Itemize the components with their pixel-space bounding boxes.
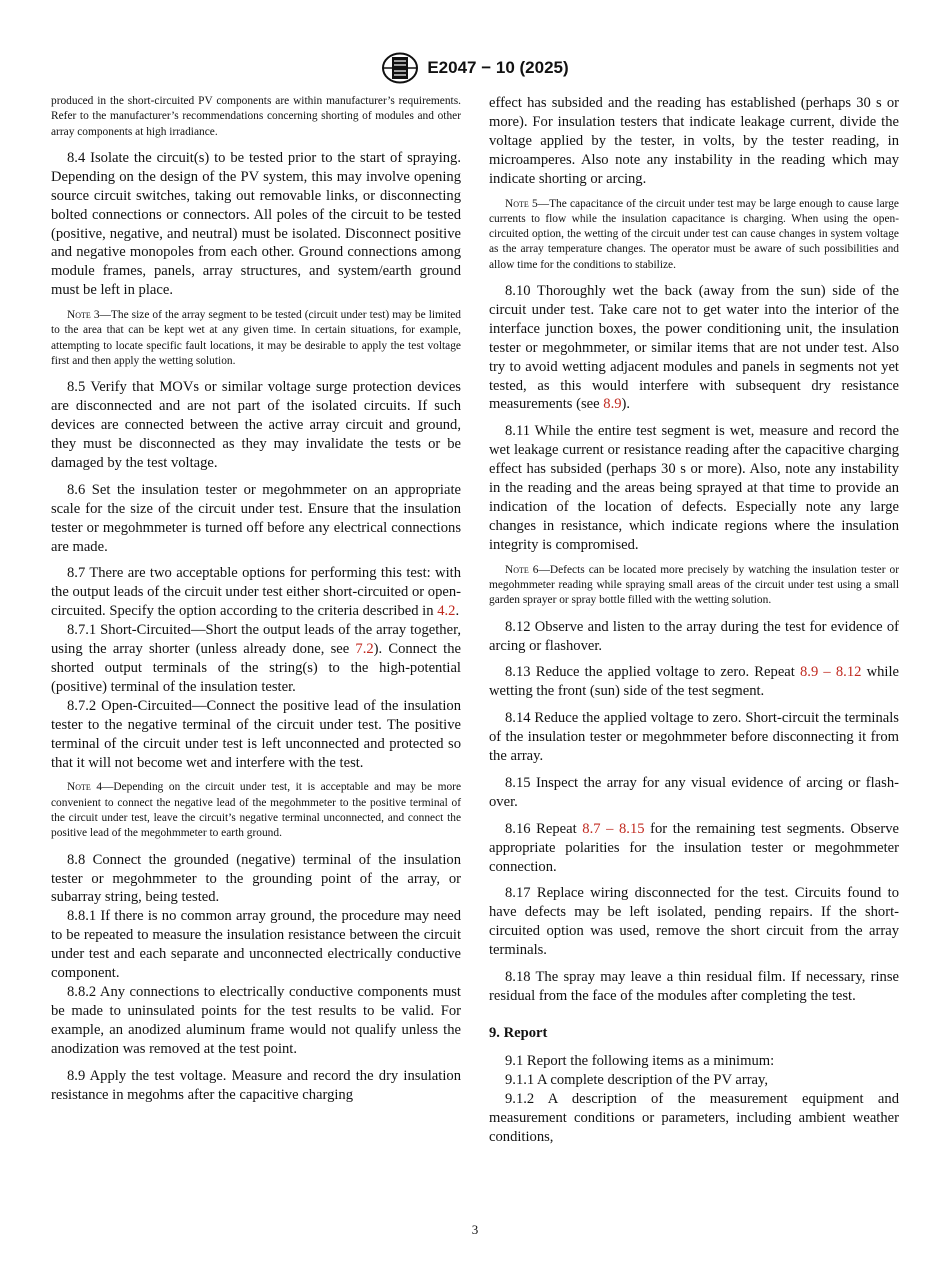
section-8-7-text: 8.7 There are two acceptable options for performing this test: with the output leads of the circuit under test either short-circuited or open-circuited. Specify the option according to the criteria described in: [51, 565, 461, 620]
section-8-8-2: 8.8.2 Any connections to electrically conductive components must be made to uninsulated points for the test results to be valid. For example, an anodized aluminum frame would not qualify unless the anodization was removed at the test point.: [51, 983, 461, 1057]
note-3-label: Note: [67, 309, 91, 322]
section-9-1: 9.1 Report the following items as a minimum:: [505, 1052, 775, 1069]
section-9-heading: 9. Report: [489, 1024, 548, 1041]
section-9-1-1: 9.1.1 A complete description of the PV array,: [505, 1071, 769, 1088]
link-8-9[interactable]: 8.9: [603, 396, 622, 413]
note-3: [51, 308, 461, 369]
section-8-7-1-end: ). Connect the shorted output terminals of the string(s) to the high-potential (positive) terminal of the insulation tester.: [51, 641, 461, 695]
right-column: [489, 94, 899, 1146]
astm-logo-icon: [381, 52, 419, 84]
section-8-12: 8.12 Observe and listen to the array during the test for evidence of arcing or flashover.: [489, 618, 899, 654]
link-8-9-to-8-12[interactable]: 8.9 – 8.12: [800, 664, 862, 681]
section-8-10-end: ).: [621, 396, 631, 413]
section-8-7: [51, 564, 461, 621]
section-8-16: [489, 820, 899, 877]
link-7-2[interactable]: 7.2: [355, 641, 374, 658]
section-8-8: 8.8 Connect the grounded (negative) terminal of the insulation tester or megohmmeter to the grounding point of the array, or subarray string, being tested.: [51, 851, 461, 906]
section-8-10: [489, 282, 899, 414]
section-8-9: 8.9 Apply the test voltage. Measure and record the dry insulation resistance in megohms after the capacitive charging: [51, 1067, 461, 1103]
section-8-13-end: while wetting the front (sun) side of the test segment.: [489, 664, 900, 700]
page-header: [0, 50, 950, 86]
section-8-15: 8.15 Inspect the array for any visual evidence of arcing or flash-over.: [489, 774, 899, 810]
section-8-7-end: .: [455, 603, 460, 620]
note-4-text: 4—Depending on the circuit under test, it is acceptable and may be more convenient to connect the negative lead of the megohmmeter to the positive terminal of the circuit under test, leave the circuit’s negative terminal unconnected, and connect the positive lead of the megohmmeter to earth ground.: [51, 781, 461, 840]
section-8-4: 8.4 Isolate the circuit(s) to be tested prior to the start of spraying. Depending on the design of the PV system, this may involve opening source circuit switches, taking out removable links, or disconnecting bolted connections or connectors. All poles of the circuit to be tested (positive, negative, and neutral) must be isolated. Disconnect positive and negative monopoles from each other. Ground connections among module frames, panels, array structures, and system/earth ground must be left in place.: [51, 149, 461, 299]
note-4: [51, 780, 461, 841]
note-5-label: Note: [505, 197, 529, 210]
page-number: 3: [471, 1222, 479, 1237]
document-number: E2047 − 10 (2025): [427, 58, 569, 77]
section-8-17: 8.17 Replace wiring disconnected for the test. Circuits found to have defects may be left isolated, pending repairs. If the short-circuited option was used, remove the short circuit from the array terminals.: [489, 885, 899, 959]
section-8-9-continuation: effect has subsided and the reading has established (perhaps 30 s or more). For insulation testers that indicate leakage current, divide the voltage applied by the tester, in volts, by the tester reading, in microamperes. Also note any instability in the reading which may indicate shorting or arcing.: [489, 95, 899, 187]
section-8-18: 8.18 The spray may leave a thin residual film. If necessary, rinse residual from the face of the modules after completing the test.: [489, 969, 899, 1004]
section-8-8-1: 8.8.1 If there is no common array ground, the procedure may need to be repeated to measure the insulation resistance between the circuit under test and each separate and unconnected electrically conductive component.: [51, 908, 461, 982]
section-8-7-1: [51, 621, 461, 697]
section-8-13: [489, 663, 899, 701]
section-8-7-1-text: 8.7.1 Short-Circuited—Short the output leads of the array together, using the array shorter (unless already done, see: [51, 622, 461, 658]
note-3-text: 3—The size of the array segment to be tested (circuit under test) may be limited to the area that can be kept wet at any given time. In certain situations, for example, attempting to locate specific fault locations, it may be desirable to apply the test voltage first and then apply the wetting solution.: [51, 309, 461, 368]
section-8-5: 8.5 Verify that MOVs or similar voltage surge protection devices are disconnected and are not part of the isolated circuits. If such devices are connected between the active array circuit and ground, they must be disconnected as they may invalidate the tests or be damaged by the test voltage.: [51, 379, 461, 471]
note-6-label: Note: [505, 563, 529, 576]
link-4-2[interactable]: 4.2: [437, 603, 456, 620]
note-6: [489, 563, 899, 609]
section-8-10-text: 8.10 Thoroughly wet the back (away from the sun) side of the circuit under test. Take care not to get water into the interior of the interface junction boxes, the power conditioning unit, the insulation tester or megohmmeter, or similar items that are not under test. Also try to avoid wetting adjacent modules and panels in segments not yet tested, as this would interfere with subsequent dry resistance measurements (see: [489, 283, 899, 413]
section-9-1-2: 9.1.2 A description of the measurement equipment and measurement conditions or parameters, including ambient weather conditions,: [489, 1090, 899, 1145]
section-8-16-text: 8.16 Repeat: [505, 820, 583, 837]
note-5-text: 5—The capacitance of the circuit under test may be large enough to cause large currents to flow while the insulation capacitance is charging. When using the open-circuited option, the wetting of the circuit under test can cause changes in system voltage as the array temperature changes. The operator must be aware of such possibilities and allow time for the conditions to stabilize.: [489, 197, 899, 271]
note-6-text: 6—Defects can be located more precisely by watching the insulation tester or megohmmeter reading while spraying small areas of the circuit under test using a small garden sprayer or spray bottle filled with the wetting solution.: [489, 563, 899, 607]
section-8-11: 8.11 While the entire test segment is wet, measure and record the wet leakage current or resistance reading after the capacitive charging effect has subsided (perhaps 30 s or more). Also, note any instability in the reading and the areas being sprayed at that time to provide an indication of the location of defects. Especially note any large changes in resistance, which indicate regions where the insulation integrity is compromised.: [489, 423, 899, 553]
link-8-7-to-8-15[interactable]: 8.7 – 8.15: [582, 820, 645, 837]
left-column: [51, 94, 461, 1112]
section-8-14: 8.14 Reduce the applied voltage to zero. Short-circuit the terminals of the insulation tester or megohmmeter before disconnecting it from the array.: [489, 710, 899, 765]
section-8-7-2: 8.7.2 Open-Circuited—Connect the positive lead of the insulation tester to the negative terminal of the circuit under test. The positive terminal of the circuit under test is left unconnected and protected so that it will not become wet and interfere with the test.: [51, 697, 461, 771]
section-8-13-text: 8.13 Reduce the applied voltage to zero. Repeat: [505, 664, 800, 681]
section-8-6: 8.6 Set the insulation tester or megohmmeter on an appropriate scale for the size of the circuit under test. Ensure that the insulation tester or megohmmeter is turned off before any electrical connections are made.: [51, 481, 461, 555]
note-5: [489, 197, 899, 273]
note-4-label: Note: [67, 781, 91, 794]
note-2-continuation: produced in the short-circuited PV components are within manufacturer’s requirements. Refer to the manufacturer’s recommendations concerning shorting of modules and other array components at high irradiance.: [51, 95, 461, 138]
section-8-16-end: for the remaining test segments. Observe appropriate polarities for the insulation tester or megohmmeter connection.: [489, 820, 900, 875]
